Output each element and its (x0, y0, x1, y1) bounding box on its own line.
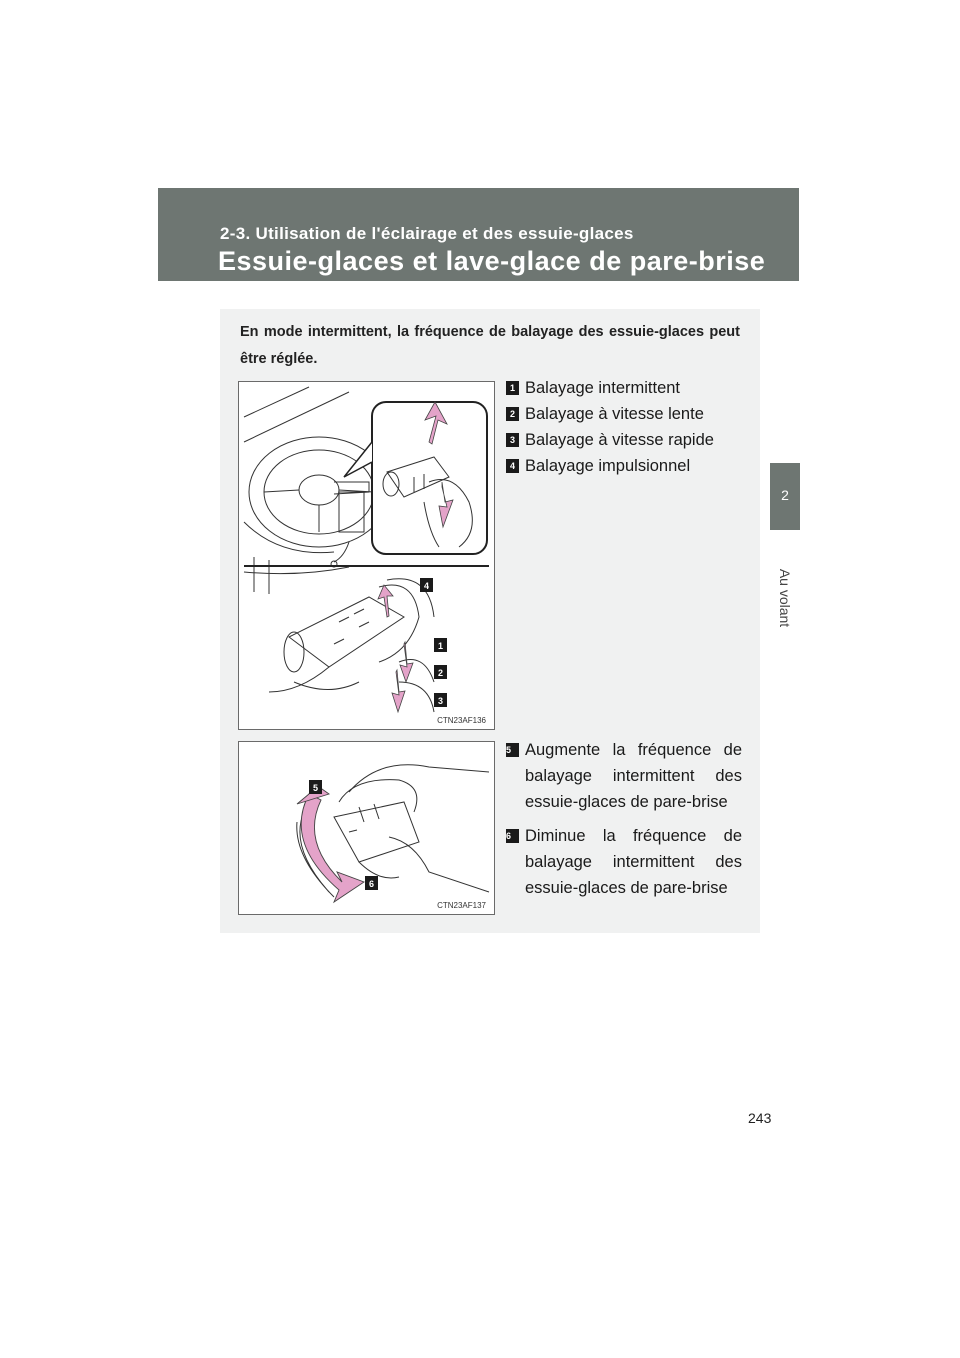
chapter-tab (770, 463, 800, 530)
item-number-badge: 1 (506, 381, 519, 395)
intro-text: En mode intermittent, la fréquence de balayage des essuie-glaces peut être réglée. (240, 324, 740, 367)
page-title: Essuie-glaces et lave-glace de pare-brise (218, 246, 766, 276)
item-number-badge: 6 (506, 829, 519, 843)
fig1-label-3: 3 (437, 696, 444, 706)
fig2-label-5: 5 (312, 783, 319, 793)
item-number-badge: 5 (506, 743, 519, 757)
list-item (506, 823, 742, 901)
list-item (506, 453, 742, 479)
fig1-label-4: 4 (423, 581, 430, 591)
page-number: 243 (748, 1110, 772, 1126)
content-panel (220, 309, 760, 933)
list-item (506, 427, 742, 453)
chapter-label-text: Au volant (777, 568, 793, 628)
fig2-label-6: 6 (368, 879, 375, 889)
chapter-label (760, 568, 810, 628)
item-text: Balayage à vitesse lente (525, 405, 704, 423)
figure-frequency-ring (238, 741, 495, 915)
item-text: Diminue la fréquence de balayage intermittent des essuie-glaces de pare-brise (525, 827, 742, 897)
wiper-mode-list (506, 375, 742, 479)
list-item (506, 375, 742, 401)
frequency-list (506, 737, 742, 909)
page-header (158, 188, 799, 281)
item-text: Balayage à vitesse rapide (525, 431, 714, 449)
list-item (506, 737, 742, 815)
fig1-label-1: 1 (437, 641, 444, 651)
item-text: Balayage impulsionnel (525, 457, 691, 475)
chapter-number: 2 (781, 487, 789, 503)
item-text: Augmente la fréquence de balayage intermittent des essuie-glaces de pare-brise (525, 741, 742, 811)
frequency-ring-illustration (239, 742, 496, 916)
item-text: Balayage intermittent (525, 379, 681, 397)
section-title: 2-3. Utilisation de l'éclairage et des essuie-glaces (220, 224, 634, 243)
fig1-label-2: 2 (437, 668, 444, 678)
figure-code: CTN23AF137 (437, 901, 486, 910)
figure-wiper-stalk (238, 381, 495, 730)
wiper-stalk-illustration (239, 382, 496, 731)
item-number-badge: 4 (506, 459, 519, 473)
list-item (506, 401, 742, 427)
item-number-badge: 2 (506, 407, 519, 421)
item-number-badge: 3 (506, 433, 519, 447)
figure-code: CTN23AF136 (437, 716, 486, 725)
